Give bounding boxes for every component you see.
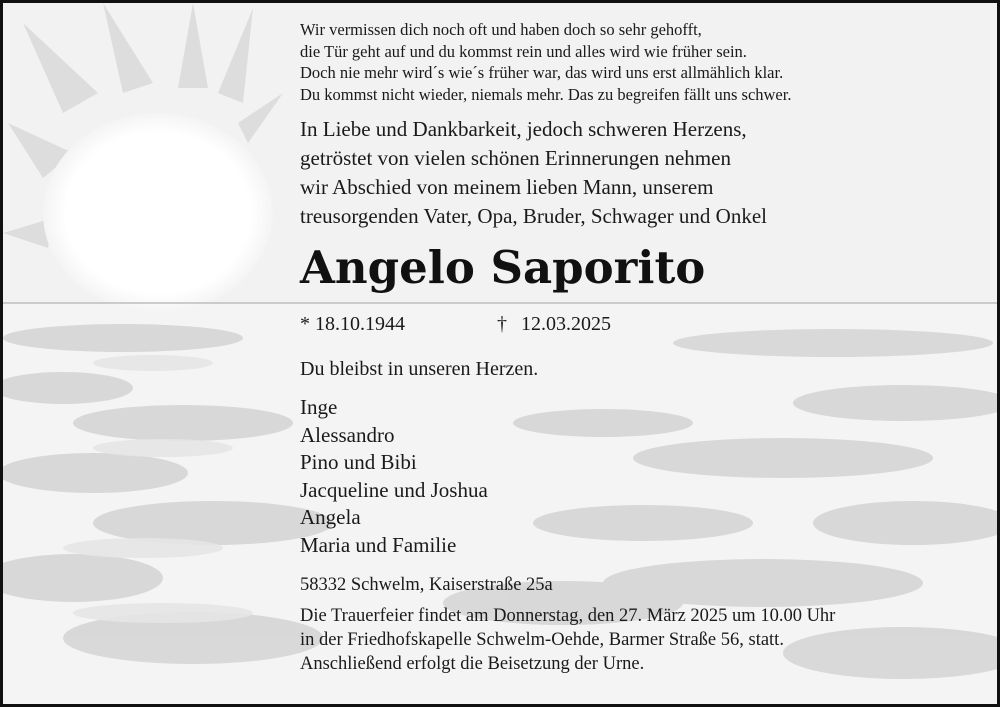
deceased-name: Angelo Saporito: [300, 241, 706, 294]
ceremony-info: [300, 604, 950, 676]
poem-line: die Tür geht auf und du kommst rein und alles wird wie früher sein.: [300, 41, 747, 61]
family-member: Pino und Bibi: [300, 450, 417, 474]
family-member: Angela: [300, 505, 361, 529]
motto: Du bleibst in unseren Herzen.: [300, 358, 539, 380]
poem-line: Du kommst nicht wieder, niemals mehr. Das zu begreifen fällt uns schwer.: [300, 84, 792, 104]
family-member: Inge: [300, 395, 338, 419]
family-member: Jacqueline und Joshua: [300, 477, 488, 502]
ceremony-line: Die Trauerfeier findet am Donnerstag, den 27. März 2025 um 10.00 Uhr: [300, 606, 836, 626]
family-member: Alessandro: [300, 422, 395, 447]
intro-line: wir Abschied von meinem lieben Mann, unserem: [300, 175, 714, 199]
intro-line: getröstet von vielen schönen Erinnerungen nehmen: [300, 146, 731, 170]
family-list: [300, 394, 950, 559]
ceremony-line: in der Friedhofskapelle Schwelm-Oehde, Barmer Straße 56, statt.: [300, 630, 784, 650]
death-date: 12.03.2025: [521, 313, 611, 335]
poem-line: Doch nie mehr wird´s wie´s früher war, das wird uns erst allmählich klar.: [300, 63, 784, 82]
notice-text: [300, 19, 950, 676]
ceremony-line: Anschließend erfolgt die Beisetzung der Urne.: [300, 654, 645, 674]
intro-line: treusorgenden Vater, Opa, Bruder, Schwager und Onkel: [300, 204, 767, 228]
life-dates: [300, 311, 950, 337]
address: 58332 Schwelm, Kaiserstraße 25a: [300, 575, 553, 595]
death-date-group: [497, 311, 611, 337]
poem-line: Wir vermissen dich noch oft und haben doch so sehr gehofft,: [300, 20, 702, 39]
birth-date: * 18.10.1944: [300, 313, 405, 335]
family-member: Maria und Familie: [300, 532, 457, 557]
intro-line: In Liebe und Dankbarkeit, jedoch schweren Herzens,: [300, 117, 747, 141]
poem: [300, 19, 950, 105]
intro-text: [300, 115, 950, 231]
dagger-icon: †: [497, 313, 507, 335]
